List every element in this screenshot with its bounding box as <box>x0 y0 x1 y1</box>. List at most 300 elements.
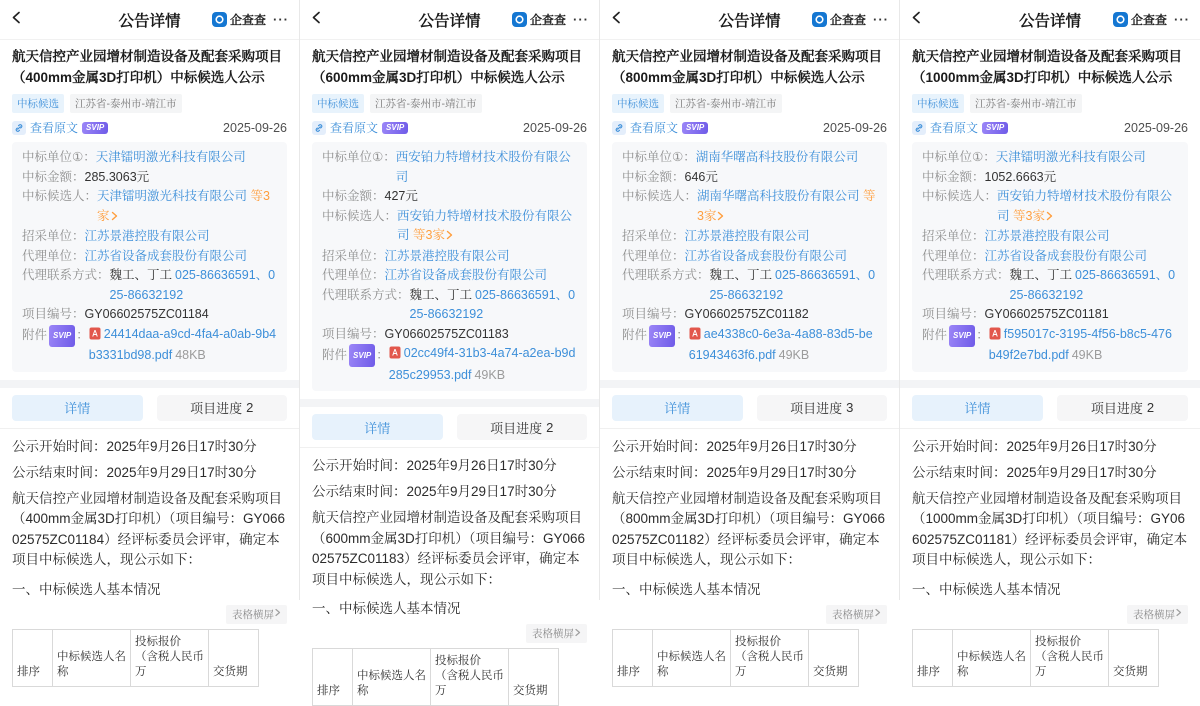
project-no-label: 项目编号： <box>622 307 685 321</box>
qichacha-brand[interactable] <box>512 11 566 28</box>
more-menu-button[interactable]: ··· <box>1174 12 1190 27</box>
region-badge: 江苏省-泰州市-靖江市 <box>370 94 482 113</box>
link-icon <box>912 121 926 135</box>
detail-body <box>0 429 299 687</box>
page-title: 公告详情 <box>718 12 781 30</box>
agency-label: 代理单位： <box>922 248 985 263</box>
attachment-file-link[interactable]: 02cc49f4-31b3-4a74-a2ea-b9d285c29953.pdf <box>388 346 576 382</box>
col-bid-price: 投标报价 （含税人民币万 <box>131 629 209 686</box>
chevron-right-icon <box>275 608 281 620</box>
col-delivery: 交货期 <box>209 629 259 686</box>
tab-detail[interactable] <box>312 414 443 440</box>
chevron-left-icon <box>310 10 323 30</box>
detail-body <box>300 448 599 706</box>
contact-label: 代理联系方式： <box>922 268 1010 282</box>
purchaser-row <box>922 227 1178 247</box>
candidates-row <box>322 207 577 247</box>
svip-badge: SVIP <box>82 122 108 134</box>
contact-names: 魏工、丁工 <box>409 287 473 302</box>
winner-company-link[interactable]: 天津镭明激光科技有限公司 <box>95 150 246 164</box>
attachment-size: 49KB <box>1071 348 1103 362</box>
tab-progress[interactable] <box>757 395 888 421</box>
agency-row <box>622 247 877 267</box>
col-candidate-name: 中标候选人名称 <box>653 629 731 686</box>
svip-badge: SVIP <box>382 122 408 134</box>
tab-progress[interactable] <box>1057 395 1188 421</box>
link-icon <box>12 121 26 135</box>
publicity-start-row <box>612 437 887 457</box>
tab-progress-count: 2 <box>546 419 554 435</box>
tab-progress-label: 项目进度 <box>190 401 243 416</box>
table-rotate-label: 表格横屏 <box>232 608 274 621</box>
winner-company-link[interactable]: 湖南华曙高科技股份有限公司 <box>695 150 859 164</box>
section-heading: 一、中标候选人基本情况 <box>12 581 161 597</box>
attachment-row <box>922 325 1178 366</box>
bid-info-card <box>12 142 287 372</box>
table-rotate-button[interactable] <box>1127 605 1188 624</box>
tab-progress-label: 项目进度 <box>1090 401 1143 416</box>
amount-row <box>322 187 577 207</box>
qichacha-logo-icon <box>212 12 227 27</box>
candidates-table <box>12 629 259 687</box>
contact-names: 魏工、丁工 <box>709 268 773 282</box>
agency-label: 代理单位： <box>622 248 685 263</box>
tab-bar <box>600 388 899 429</box>
contact-names: 魏工、丁工 <box>1009 268 1073 282</box>
amount-value: 427元 <box>384 189 418 203</box>
tab-progress-label: 项目进度 <box>790 401 843 416</box>
navbar <box>0 0 299 40</box>
announcement-paragraph: 航天信控产业园增材制造设备及配套采购项目（400mm金属3D打印机）（项目编号：GY06602575ZC01184）经评标委员会评审，确定本项目中标候选人，现公示如下： <box>12 490 286 567</box>
amount-label: 中标金额： <box>322 189 385 203</box>
publicity-start-label: 公示开始时间： <box>12 438 107 454</box>
purchaser-company-link[interactable]: 江苏景港控股有限公司 <box>984 229 1110 243</box>
project-no-value: GY06602575ZC01181 <box>984 307 1109 321</box>
announcement-screen <box>900 0 1200 678</box>
col-bid-price: 投标报价 （含税人民币万 <box>731 629 809 686</box>
svip-badge: SVIP <box>649 325 675 348</box>
tab-progress[interactable] <box>457 414 588 440</box>
page-title: 公告详情 <box>418 12 481 30</box>
contact-row <box>922 266 1178 305</box>
candidates-row <box>922 187 1178 227</box>
winner-label: 中标单位①： <box>322 150 396 164</box>
tab-bar <box>900 388 1200 429</box>
table-header-row <box>13 629 259 686</box>
attachment-colon: ： <box>676 328 689 342</box>
publish-date: 2025-09-26 <box>1124 120 1188 135</box>
contact-phones-link[interactable]: 025-86636591、025-86632192 <box>709 268 876 302</box>
amount-label: 中标金额： <box>622 169 685 184</box>
project-no-label: 项目编号： <box>322 326 385 341</box>
publicity-end-value: 2025年9月29日17时30分 <box>1006 464 1157 480</box>
chevron-right-icon <box>446 227 453 247</box>
chevron-right-icon <box>1176 608 1182 620</box>
agency-company-link[interactable]: 江苏省设备成套股份有限公司 <box>84 248 248 263</box>
candidate-company-link[interactable]: 天津镭明激光科技有限公司 <box>97 189 248 203</box>
col-candidate-name: 中标候选人名称 <box>953 629 1031 686</box>
view-original-row <box>12 119 287 136</box>
candidates-label: 中标候选人： <box>622 189 698 203</box>
type-badge: 中标候选 <box>612 94 664 113</box>
attachment-row <box>322 344 577 385</box>
tab-progress-count: 2 <box>246 400 254 415</box>
tab-detail[interactable] <box>12 395 143 421</box>
purchaser-company-link[interactable]: 江苏景港控股有限公司 <box>84 229 210 243</box>
project-no-label: 项目编号： <box>922 307 985 321</box>
purchaser-row <box>322 247 577 267</box>
publicity-start-label: 公示开始时间： <box>312 458 407 473</box>
view-original-row <box>612 119 887 136</box>
col-rank: 排序 <box>313 649 353 706</box>
view-original-row <box>912 119 1188 136</box>
announcement-screen <box>300 0 600 697</box>
agency-company-link[interactable]: 江苏省设备成套股份有限公司 <box>684 248 848 263</box>
winner-label: 中标单位①： <box>622 150 696 164</box>
publish-date: 2025-09-26 <box>823 120 887 135</box>
table-header-row <box>313 649 559 706</box>
candidates-label: 中标候选人： <box>922 189 998 203</box>
publicity-start-row <box>12 437 287 457</box>
winner-company-link[interactable]: 西安铂力特增材技术股份有限公司 <box>395 150 571 184</box>
project-no-value: GY06602575ZC01184 <box>84 307 209 321</box>
table-rotate-label: 表格横屏 <box>1133 608 1175 621</box>
page-title: 公告详情 <box>1018 12 1082 30</box>
tab-progress[interactable] <box>157 395 288 421</box>
chevron-right-icon <box>1046 208 1053 228</box>
publicity-start-value: 2025年9月26日17时30分 <box>406 458 557 473</box>
table-rotate-row <box>12 605 287 624</box>
more-candidates-link[interactable]: 等3家 <box>697 189 876 223</box>
tab-progress-count: 2 <box>1146 400 1155 415</box>
announcement-title: 航天信控产业园增材制造设备及配套采购项目（600mm金属3D打印机）中标候选人公示 <box>312 49 582 85</box>
tab-detail-label: 详情 <box>364 420 391 436</box>
pdf-file-icon <box>689 329 701 343</box>
more-candidates-link[interactable]: 等3家 <box>413 228 445 242</box>
more-candidates-link[interactable]: 等3家 <box>1013 208 1045 223</box>
bid-info-card <box>912 142 1188 372</box>
region-badge: 江苏省-泰州市-靖江市 <box>970 94 1082 113</box>
announcement-summary <box>900 46 1200 372</box>
candidate-company-link[interactable]: 湖南华曙高科技股份有限公司 <box>697 189 860 203</box>
more-candidates-link[interactable]: 等3家 <box>97 189 270 223</box>
bid-info-card <box>312 142 587 391</box>
table-rotate-button[interactable] <box>226 605 287 624</box>
tab-bar <box>0 388 299 429</box>
table-rotate-label: 表格横屏 <box>532 628 574 640</box>
table-header-row <box>913 629 1159 686</box>
publicity-end-value: 2025年9月29日17时30分 <box>106 464 257 480</box>
svip-badge: SVIP <box>949 325 975 348</box>
purchaser-row <box>622 227 877 247</box>
contact-label: 代理联系方式： <box>22 268 110 282</box>
attachment-colon: ： <box>976 328 989 342</box>
tab-progress-count: 3 <box>846 400 854 415</box>
agency-row <box>922 247 1178 267</box>
section-divider <box>0 380 299 388</box>
type-badge: 中标候选 <box>912 94 964 113</box>
back-button[interactable] <box>910 10 923 30</box>
chevron-left-icon <box>610 10 623 30</box>
page-title: 公告详情 <box>118 12 181 30</box>
bid-info-card <box>612 142 887 372</box>
publicity-start-value: 2025年9月26日17时30分 <box>706 438 857 454</box>
attachment-colon: ： <box>376 347 389 362</box>
tab-detail[interactable] <box>612 395 743 421</box>
col-delivery: 交货期 <box>809 629 859 686</box>
project-no-row <box>622 305 877 325</box>
candidates-table <box>912 629 1159 687</box>
publicity-end-label: 公示结束时间： <box>312 484 407 499</box>
contact-phones-link[interactable]: 025-86636591、025-86632192 <box>1009 268 1176 302</box>
purchaser-label: 招采单位： <box>322 248 385 263</box>
amount-row <box>622 168 877 188</box>
agency-company-link[interactable]: 江苏省设备成套股份有限公司 <box>384 268 548 282</box>
publicity-start-row <box>912 437 1188 457</box>
brand-name: 企查查 <box>229 13 266 27</box>
qichacha-brand[interactable] <box>812 11 866 28</box>
attachment-row <box>22 325 277 366</box>
attachment-label: 附件 <box>922 328 948 342</box>
attachment-label: 附件 <box>622 328 648 342</box>
svip-badge: SVIP <box>982 122 1008 134</box>
detail-body <box>900 429 1200 687</box>
candidates-table <box>612 629 859 687</box>
purchaser-label: 招采单位： <box>622 229 685 243</box>
attachment-file-link[interactable]: f595017c-3195-4f56-b8c5-476b49f2e7bd.pdf <box>988 326 1172 362</box>
col-delivery: 交货期 <box>509 649 559 706</box>
back-button[interactable] <box>610 10 623 30</box>
amount-row <box>922 168 1178 188</box>
tag-row <box>612 94 887 113</box>
detail-body <box>600 429 899 687</box>
winner-row <box>322 148 577 187</box>
announcement-title: 航天信控产业园增材制造设备及配套采购项目（400mm金属3D打印机）中标候选人公示 <box>12 49 282 85</box>
table-header-row <box>613 629 859 686</box>
agency-company-link[interactable]: 江苏省设备成套股份有限公司 <box>984 248 1148 263</box>
view-original-link[interactable]: 查看原文 <box>330 121 379 135</box>
project-no-value: GY06602575ZC01182 <box>684 307 809 321</box>
candidate-company-link[interactable]: 西安铂力特增材技术股份有限公司 <box>997 189 1173 223</box>
agency-label: 代理单位： <box>22 248 85 263</box>
contact-row <box>322 286 577 325</box>
attachment-file-link[interactable]: ae4338c0-6e3a-4a88-83d5-be61943463f6.pdf <box>688 326 873 362</box>
col-rank: 排序 <box>13 629 53 686</box>
purchaser-label: 招采单位： <box>22 229 85 243</box>
brand-name: 企查查 <box>829 13 866 27</box>
region-badge: 江苏省-泰州市-靖江市 <box>670 94 782 113</box>
chevron-right-icon <box>717 208 724 228</box>
announcement-paragraph: 航天信控产业园增材制造设备及配套采购项目（1000mm金属3D打印机）（项目编号：GY06602575ZC01181）经评标委员会评审，确定本项目中标候选人，现公示如下： <box>912 490 1188 567</box>
type-badge: 中标候选 <box>312 94 364 113</box>
navbar <box>300 0 599 40</box>
section-divider <box>300 399 599 407</box>
more-menu-button[interactable]: ··· <box>873 12 889 27</box>
qichacha-brand[interactable] <box>1113 11 1167 28</box>
back-button[interactable] <box>10 10 23 30</box>
link-icon <box>612 121 626 135</box>
candidates-row <box>622 187 877 227</box>
chevron-left-icon <box>910 10 923 30</box>
view-original-link[interactable]: 查看原文 <box>30 121 79 135</box>
col-rank: 排序 <box>613 629 653 686</box>
view-original-link[interactable]: 查看原文 <box>630 121 679 135</box>
candidates-label: 中标候选人： <box>322 208 398 223</box>
pdf-file-icon <box>389 348 401 362</box>
tab-detail-label: 详情 <box>964 401 991 416</box>
pdf-file-icon <box>89 329 101 343</box>
attachment-file-link[interactable]: 24414daa-a9cd-4fa4-a0ab-9b4b3331bd98.pdf <box>88 326 277 362</box>
publicity-start-row <box>312 456 587 476</box>
section-heading: 一、中标候选人基本情况 <box>912 581 1061 597</box>
pdf-file-icon <box>989 329 1001 343</box>
publicity-end-value: 2025年9月29日17时30分 <box>706 464 857 480</box>
col-delivery: 交货期 <box>1109 629 1159 686</box>
navbar <box>600 0 899 40</box>
candidates-table <box>312 648 559 706</box>
table-rotate-button[interactable] <box>826 605 887 624</box>
agency-label: 代理单位： <box>322 268 385 282</box>
winner-company-link[interactable]: 天津镭明激光科技有限公司 <box>995 150 1146 164</box>
purchaser-company-link[interactable]: 江苏景港控股有限公司 <box>684 229 810 243</box>
col-rank: 排序 <box>913 629 953 686</box>
publicity-end-label: 公示结束时间： <box>912 464 1007 480</box>
project-no-row <box>322 325 577 345</box>
winner-label: 中标单位①： <box>922 150 996 164</box>
qichacha-logo-icon <box>812 12 827 27</box>
contact-label: 代理联系方式： <box>322 287 410 302</box>
announcement-title: 航天信控产业园增材制造设备及配套采购项目（1000mm金属3D打印机）中标候选人公示 <box>912 49 1182 85</box>
contact-phones-link[interactable]: 025-86636591、025-86632192 <box>409 287 576 321</box>
chevron-right-icon <box>111 208 118 228</box>
chevron-right-icon <box>575 628 581 640</box>
attachment-size: 48KB <box>175 348 206 362</box>
table-rotate-row <box>312 624 587 643</box>
announcement-title: 航天信控产业园增材制造设备及配套采购项目（800mm金属3D打印机）中标候选人公示 <box>612 49 882 85</box>
announcement-screen <box>600 0 900 678</box>
table-rotate-button[interactable] <box>526 624 587 643</box>
table-rotate-row <box>912 605 1188 624</box>
amount-value: 646元 <box>684 169 718 184</box>
tab-detail[interactable] <box>912 395 1043 421</box>
svip-badge: SVIP <box>682 122 708 134</box>
tag-row <box>912 94 1188 113</box>
amount-value: 285.3063元 <box>84 169 150 184</box>
agency-row <box>22 247 277 267</box>
view-original-row <box>312 119 587 136</box>
announcement-summary <box>600 46 899 372</box>
tab-progress-label: 项目进度 <box>490 420 543 436</box>
section-heading: 一、中标候选人基本情况 <box>612 581 761 597</box>
publicity-end-row <box>12 463 287 483</box>
publicity-end-row <box>312 482 587 502</box>
table-rotate-row <box>612 605 887 624</box>
link-icon <box>312 121 326 135</box>
contact-row <box>22 266 277 305</box>
attachment-size: 49KB <box>474 367 506 382</box>
announcement-paragraph: 航天信控产业园增材制造设备及配套采购项目（800mm金属3D打印机）（项目编号：GY06602575ZC01182）经评标委员会评审，确定本项目中标候选人，现公示如下： <box>612 490 886 567</box>
col-candidate-name: 中标候选人名称 <box>53 629 131 686</box>
contact-label: 代理联系方式： <box>622 268 710 282</box>
amount-value: 1052.6663元 <box>984 169 1057 184</box>
purchaser-company-link[interactable]: 江苏景港控股有限公司 <box>384 248 510 263</box>
project-no-value: GY06602575ZC01183 <box>384 326 509 341</box>
more-menu-button[interactable]: ··· <box>273 12 289 27</box>
chevron-right-icon <box>875 608 881 620</box>
col-candidate-name: 中标候选人名称 <box>353 649 431 706</box>
brand-name: 企查查 <box>1130 13 1167 27</box>
announcement-summary <box>0 46 299 372</box>
project-no-row <box>22 305 277 325</box>
publish-date: 2025-09-26 <box>523 120 587 135</box>
publicity-start-value: 2025年9月26日17时30分 <box>106 438 257 454</box>
view-original-link[interactable]: 查看原文 <box>930 121 979 135</box>
amount-label: 中标金额： <box>922 169 985 184</box>
chevron-left-icon <box>10 10 23 30</box>
region-badge: 江苏省-泰州市-靖江市 <box>70 94 182 113</box>
publicity-end-row <box>912 463 1188 483</box>
qichacha-logo-icon <box>1113 12 1128 27</box>
section-divider <box>600 380 899 388</box>
svip-badge: SVIP <box>49 325 75 348</box>
tag-row <box>312 94 587 113</box>
section-divider <box>900 380 1200 388</box>
agency-row <box>322 266 577 286</box>
svip-badge: SVIP <box>349 344 375 367</box>
section-heading: 一、中标候选人基本情况 <box>312 601 461 616</box>
publicity-end-label: 公示结束时间： <box>612 464 707 480</box>
tab-bar <box>300 407 599 448</box>
brand-name: 企查查 <box>529 13 566 27</box>
candidate-company-link[interactable]: 西安铂力特增材技术股份有限公司 <box>397 208 573 242</box>
type-badge: 中标候选 <box>12 94 64 113</box>
back-button[interactable] <box>310 10 323 30</box>
qichacha-brand[interactable] <box>212 11 266 28</box>
winner-label: 中标单位①： <box>22 150 96 164</box>
purchaser-label: 招采单位： <box>922 229 985 243</box>
publicity-start-label: 公示开始时间： <box>912 438 1007 454</box>
tab-detail-label: 详情 <box>664 401 691 416</box>
winner-row <box>622 148 877 168</box>
contact-phones-link[interactable]: 025-86636591、025-86632192 <box>109 268 276 302</box>
tag-row <box>12 94 287 113</box>
publicity-end-row <box>612 463 887 483</box>
publicity-end-value: 2025年9月29日17时30分 <box>406 484 557 499</box>
attachment-label: 附件 <box>322 347 348 362</box>
qichacha-logo-icon <box>512 12 527 27</box>
project-no-row <box>922 305 1178 325</box>
publicity-start-value: 2025年9月26日17时30分 <box>1006 438 1157 454</box>
attachment-size: 49KB <box>778 348 810 362</box>
attachment-colon: ： <box>76 328 89 342</box>
winner-row <box>22 148 277 168</box>
attachment-label: 附件 <box>22 328 48 342</box>
more-menu-button[interactable]: ··· <box>573 12 589 27</box>
candidates-label: 中标候选人： <box>22 189 98 203</box>
project-no-label: 项目编号： <box>22 307 85 321</box>
amount-label: 中标金额： <box>22 169 85 184</box>
purchaser-row <box>22 227 277 247</box>
candidates-row <box>22 187 277 227</box>
publicity-start-label: 公示开始时间： <box>612 438 707 454</box>
navbar <box>900 0 1200 40</box>
amount-row <box>22 168 277 188</box>
attachment-row <box>622 325 877 366</box>
announcement-screen <box>0 0 300 678</box>
table-rotate-label: 表格横屏 <box>832 608 874 621</box>
col-bid-price: 投标报价 （含税人民币万 <box>431 649 509 706</box>
publish-date: 2025-09-26 <box>223 120 287 135</box>
